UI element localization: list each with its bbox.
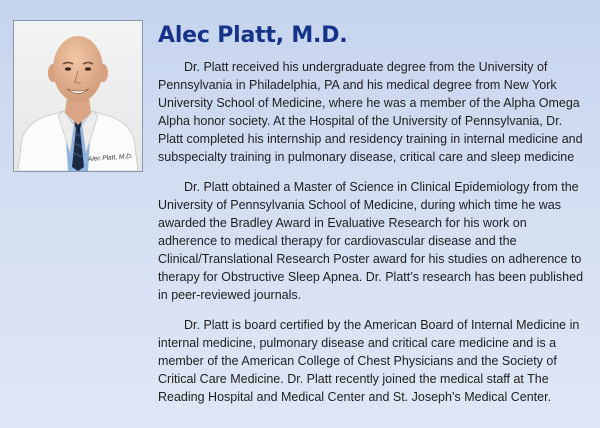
doctor-portrait-photo	[13, 20, 143, 172]
doctor-name-title: Alec Platt, M.D.	[158, 23, 348, 48]
photo-signature: Alec Platt, M.D.	[87, 152, 133, 163]
bio-paragraph-certification: Dr. Platt is board certified by the American Board of Internal Medicine in internal medicine, pulmonary disease and critical care medicine and is a member of the American College of Chest Physicians and the Society of Critical Care Medicine. Dr. Platt recently joined the medical staff at The Reading Hospital and Medical Center and St. Joseph’s Medical Center.	[158, 318, 580, 404]
bio-paragraph-research: Dr. Platt obtained a Master of Science in Clinical Epidemiology from the University of Pennsylvania School of Medicine, during which time he was awarded the Bradley Award in Evaluative Research for his work on adherence to medical therapy for cardiovascular disease and the Clinical/Translational Research Poster award for his studies on adherence to therapy for Obstructive Sleep Apnea. Dr. Platt’s research has been published in peer-reviewed journals.	[158, 180, 584, 302]
bio-paragraph-education: Dr. Platt received his undergraduate degree from the University of Pennsylvania in Philadelphia, PA and his medical degree from New York University School of Medicine, where he was a member of the Alpha Omega Alpha honor society. At the Hospital of the University of Pennsylvania, Dr. Platt completed his internship and residency training in internal medicine and subspecialty training in pulmonary disease, critical care and sleep medicine	[158, 60, 583, 164]
portrait-illustration	[14, 21, 142, 171]
biography-text	[158, 58, 588, 418]
